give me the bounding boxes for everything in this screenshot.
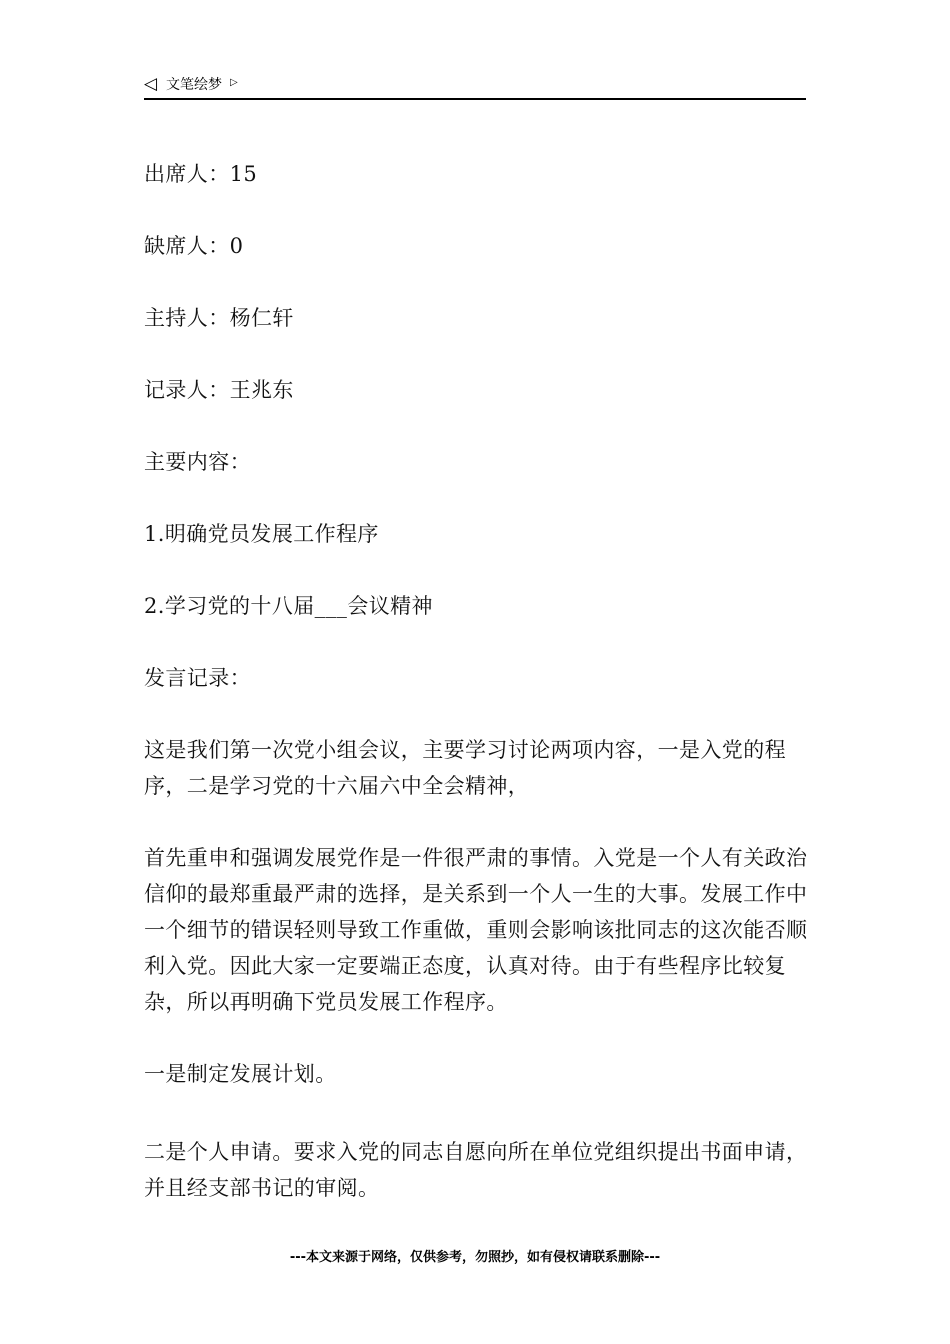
speech-record-heading: 发言记录： [144, 666, 251, 690]
recorder-line: 记录人：王兆东 [144, 378, 294, 402]
main-content-heading: 主要内容： [144, 450, 251, 474]
host-line: 主持人：杨仁轩 [144, 306, 294, 330]
page-header [144, 72, 806, 100]
step-2-paragraph: 二是个人申请。要求入党的同志自愿向所在单位党组织提出书面申请，并且经支部书记的审阅。 [144, 1140, 808, 1200]
step-1-paragraph: 一是制定发展计划。 [144, 1062, 337, 1086]
paragraph-intro: 这是我们第一次党小组会议，主要学习讨论两项内容，一是入党的程序，二是学习党的十六届六中全会精神， [144, 738, 786, 798]
attendees-line: 出席人：15 [144, 162, 258, 186]
footer-disclaimer: ---本文来源于网络，仅供参考，勿照抄，如有侵权请联系删除--- [289, 1250, 661, 1265]
header-title: 文笔绘梦 [166, 77, 222, 93]
triangle-left-icon: ◁ [144, 74, 158, 94]
paragraph-emphasis: 首先重申和强调发展党作是一件很严肃的事情。入党是一个人有关政治信仰的最郑重最严肃的选择，是关系到一个人一生的大事。发展工作中一个细节的错误轻则导致工作重做，重则会影响该批同志的这次能否顺利入党。因此大家一定要端正态度，认真对待。由于有些程序比较复杂，所以再明确下党员发展工作程序。 [144, 846, 808, 1014]
content-item-2: 2.学习党的十八届___会议精神 [144, 594, 433, 618]
absentees-line: 缺席人：0 [144, 234, 244, 258]
triangle-right-icon: ▷ [230, 77, 238, 88]
content-item-1: 1.明确党员发展工作程序 [144, 522, 379, 546]
